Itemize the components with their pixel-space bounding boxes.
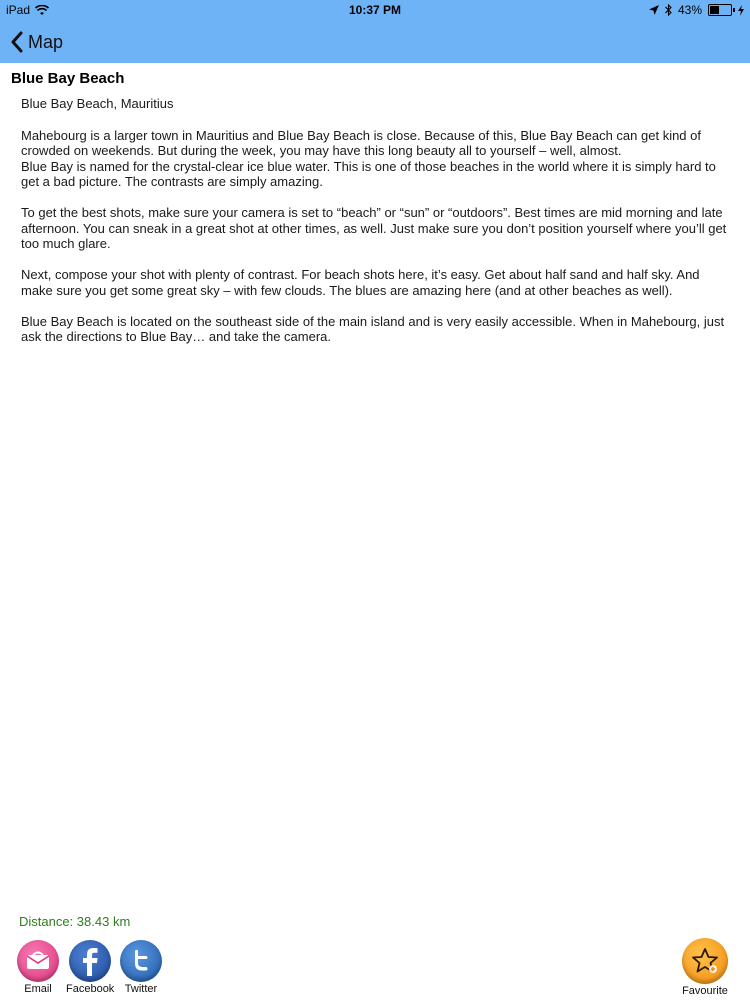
article-paragraph: Blue Bay Beach is located on the southeast side of the main island and is very easily accessible. When in Mahebourg, just ask the directions to Blue Bay… and take the camera.: [21, 313, 725, 344]
status-bar: [0, 0, 750, 20]
battery-percent: 43%: [677, 3, 702, 17]
back-button-label: Map: [28, 31, 64, 52]
navigation-bar: [0, 0, 750, 63]
page-title: Blue Bay Beach: [11, 70, 125, 87]
facebook-share-label: Facebook: [66, 983, 115, 995]
back-button[interactable]: [10, 29, 63, 55]
article-paragraph: To get the best shots, make sure your camera is set to “beach” or “sun” or “outdoors”. Best times are mid morning and late afternoon. You can sneak in a great shot at other times, as well. Just make sure you don’t position yourself where you’ll get too much glare.: [21, 205, 727, 251]
star-icon: [682, 938, 728, 984]
device-label: iPad: [6, 3, 31, 17]
twitter-share-label: Twitter: [124, 983, 158, 995]
article-subtitle: Blue Bay Beach, Mauritius: [21, 96, 174, 111]
article-paragraph: Mahebourg is a larger town in Mauritius and Blue Bay Beach is close. Because of this, Blue Bay Beach can get kind of crowded on weekends. But during the week, you may have this long beauty all to yourself – well, almost. Blue Bay is named for the crystal-clear ice blue water. This is one of those beaches in the world where it is simply hard to get a bad picture. The contrasts are simply amazing.: [21, 127, 716, 189]
chevron-left-icon: [10, 31, 24, 53]
favourite-button[interactable]: [682, 940, 728, 997]
charging-icon: [738, 5, 744, 16]
twitter-icon: [120, 940, 162, 982]
location-arrow-icon: [649, 5, 659, 15]
bluetooth-icon: [665, 4, 672, 16]
email-share-label: Email: [24, 983, 52, 995]
favourite-label: Favourite: [682, 985, 728, 997]
email-share-button[interactable]: [17, 940, 59, 995]
facebook-icon: [69, 940, 111, 982]
article-paragraph: Next, compose your shot with plenty of contrast. For beach shots here, it’s easy. Get about half sand and half sky. And make sure you get some great sky – with few clouds. The blues are amazing here (and at other beaches as well).: [21, 267, 700, 298]
battery-icon: [708, 4, 732, 16]
facebook-share-button[interactable]: [66, 940, 114, 995]
envelope-icon: [17, 940, 59, 982]
article-body: [21, 96, 727, 360]
twitter-share-button[interactable]: [120, 940, 162, 995]
status-time: 10:37 PM: [348, 3, 402, 17]
distance-label: Distance: 38.43 km: [19, 914, 131, 929]
